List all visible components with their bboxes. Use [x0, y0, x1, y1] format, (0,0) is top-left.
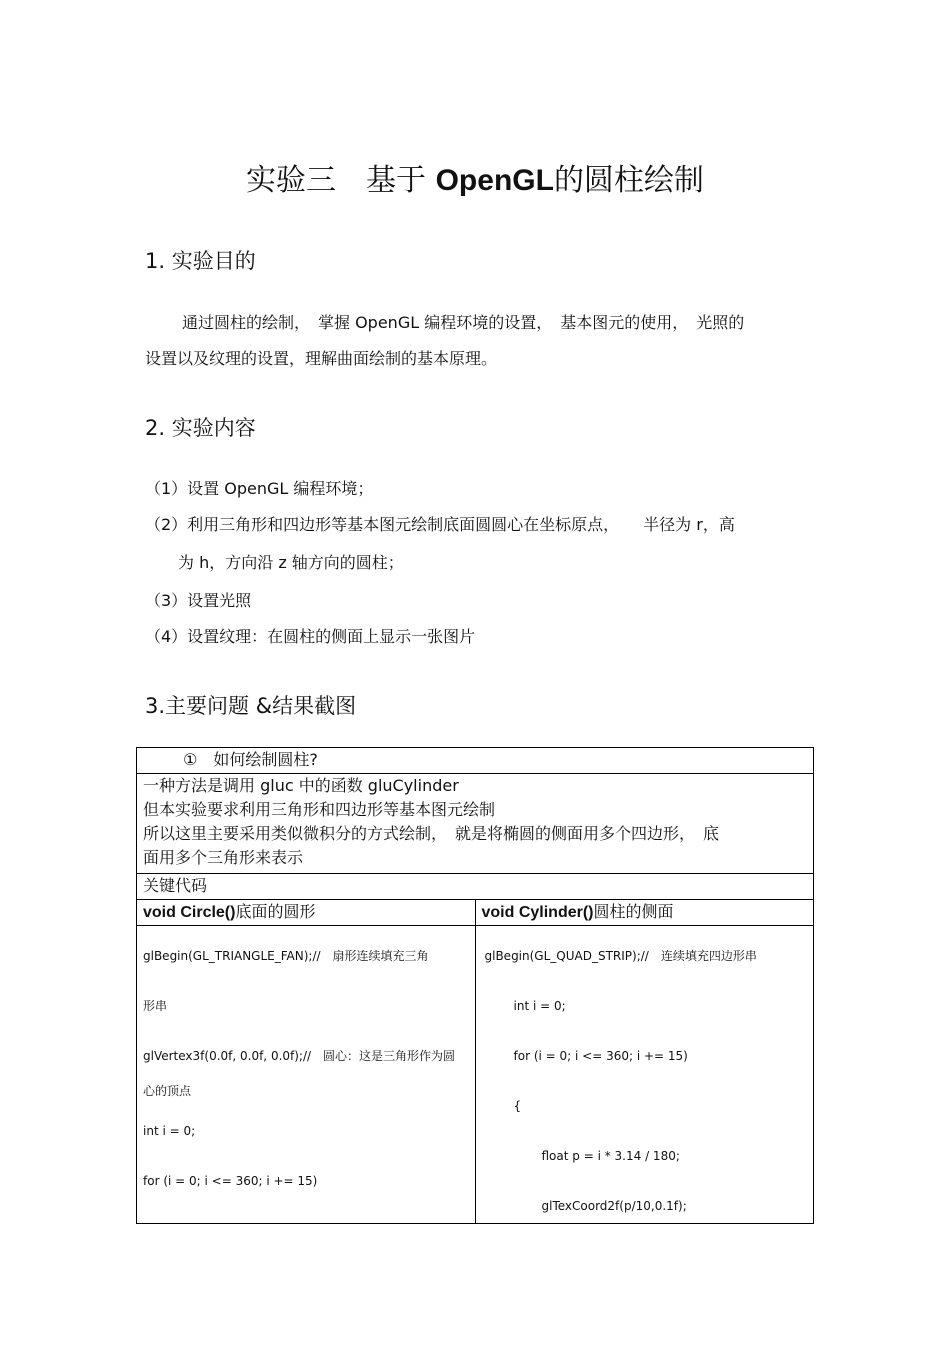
section-2-heading: 2. 实验内容 [145, 416, 256, 440]
section-2-item-1: （1）设置 OpenGL 编程环境； [145, 479, 374, 498]
problem-table [136, 747, 814, 1224]
answer-cell [137, 774, 814, 874]
answer-line-3: 所以这里主要采用类似微积分的方式绘制， 就是将椭圆的侧面用多个四边形， 底 [143, 824, 720, 843]
answer-line-4: 面用多个三角形来表示 [143, 848, 304, 867]
section-2-item-2-line2: 为 h，方向沿 z 轴方向的圆柱； [178, 553, 404, 572]
right-code-header [475, 900, 814, 926]
section-2-item-2-line1: （2）利用三角形和四边形等基本图元绘制底面圆圆心在坐标原点， 半径为 r，高 [145, 515, 735, 534]
document-title [0, 155, 950, 199]
answer-line-2: 但本实验要求利用三角形和四边形等基本图元绘制 [143, 800, 496, 819]
right-code-line: glBegin(GL_QUAD_STRIP);// 连续填充四边形串 [484, 949, 757, 963]
right-code-line: glTexCoord2f(p/10,0.1f); [541, 1199, 687, 1213]
left-code-line: glBegin(GL_TRIANGLE_FAN);// 扇形连续填充三角 [143, 949, 429, 963]
title-prefix: 实验三 基于 [246, 163, 436, 198]
left-code-line: 心的顶点 [143, 1084, 192, 1098]
left-code-line: for (i = 0; i <= 360; i += 15) [143, 1174, 318, 1188]
left-code-line: 形串 [143, 999, 168, 1013]
title-bold: OpenGL [435, 164, 554, 197]
left-code-line: glVertex3f(0.0f, 0.0f, 0.0f);// 圆心：这是三角形作为圆 [143, 1049, 456, 1063]
answer-line-1: 一种方法是调用 gluc 中的函数 gluCylinder [143, 776, 459, 795]
left-code-line: int i = 0; [143, 1124, 196, 1138]
key-code-label: 关键代码 [143, 876, 208, 895]
right-code-line: for (i = 0; i <= 360; i += 15) [513, 1049, 688, 1063]
left-func-desc: 底面的圆形 [235, 902, 316, 921]
right-code-line: int i = 0; [513, 999, 566, 1013]
section-2-item-3: （3）设置光照 [145, 591, 252, 610]
question-cell [137, 748, 814, 774]
left-code-header [137, 900, 476, 926]
title-suffix: 的圆柱绘制 [553, 163, 704, 198]
section-1-para-line2: 设置以及纹理的设置，理解曲面绘制的基本原理。 [145, 349, 498, 368]
section-2-item-4: （4）设置纹理：在圆柱的侧面上显示一张图片 [145, 627, 476, 646]
right-func-desc: 圆柱的侧面 [593, 902, 674, 921]
left-func-name: void Circle() [143, 904, 236, 921]
right-code-line: { [513, 1099, 522, 1113]
right-code-cell [475, 926, 814, 1224]
right-func-name: void Cylinder() [481, 904, 594, 921]
section-1-heading: 1. 实验目的 [145, 249, 256, 273]
right-code-line: float p = i * 3.14 / 180; [541, 1149, 680, 1163]
section-3-heading: 3.主要问题 &结果截图 [145, 694, 357, 718]
key-code-cell [137, 874, 814, 900]
question-text: ① 如何绘制圆柱? [183, 750, 318, 769]
section-1-para-line1: 通过圆柱的绘制， 掌握 OpenGL 编程环境的设置， 基本图元的使用， 光照的 [182, 313, 745, 332]
left-code-cell [137, 926, 476, 1224]
